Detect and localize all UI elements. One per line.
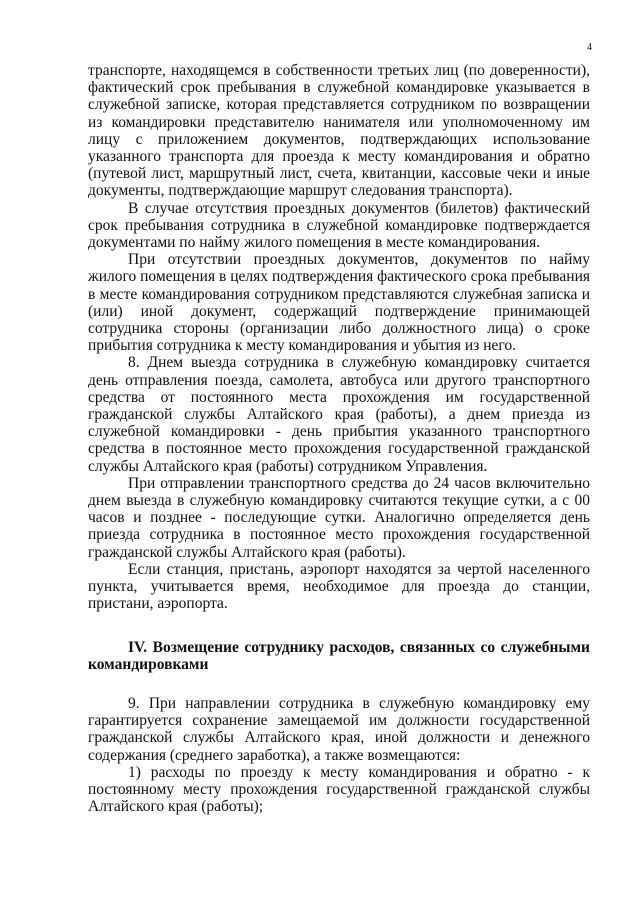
- paragraph-no-tickets: В случае отсутствия проездных документов (билетов) фактический срок пребывания сотрудника в служебной командировке подтверждается документами по найму жилого помещения в месте командирования.: [88, 199, 590, 252]
- paragraph-departure-time: При отправлении транспортного средства до 24 часов включительно днем выезда в служебную командировку считаются текущие сутки, а с 00 часов и позднее - последующие сутки. Аналогично определяется день приезда сотрудника в постоянное место прохождения государственной гражданской службы Алтайского края (работы).: [88, 474, 590, 561]
- paragraph-subitem-1: 1) расходы по проезду к месту командирования и обратно - к постоянному месту прохождения государственной гражданской службы Алтайского края (работы);: [88, 763, 590, 816]
- paragraph-transport-continuation: транспорте, находящемся в собственности третьих лиц (по доверенности), фактический срок пребывания в служебной командировке указывается в служебной записке, которая представляется сотрудником по возвращении из командировки представителю нанимателя или уполномоченному им лицу с приложением документов, подтверждающих использование указанного транспорта для проезда к месту командирования и обратно (путевой лист, маршрутный лист, счета, квитанции, кассовые чеки и иные документы, подтверждающие маршрут следования транспорта).: [88, 62, 590, 200]
- page-number: 4: [587, 42, 592, 53]
- section-heading: IV. Возмещение сотруднику расходов, связанных со служебными командировками: [88, 638, 590, 673]
- paragraph-station-outside: Если станция, пристань, аэропорт находятся за чертой населенного пункта, учитывается время, необходимое для проезда до станции, пристани, аэропорта.: [88, 560, 590, 613]
- document-body: [88, 62, 590, 815]
- paragraph-no-documents: При отсутствии проездных документов, документов по найму жилого помещения в целях подтверждения фактического срока пребывания в месте командирования сотрудником представляются служебная записка и (или) иной документ, содержащий подтверждение принимающей сотрудника стороны (организации либо должностного лица) о сроке прибытия сотрудника к месту командирования и убытия из него.: [88, 251, 590, 355]
- paragraph-item-8: 8. Днем выезда сотрудника в служебную командировку считается день отправления поезда, самолета, автобуса или другого транспортного средства от постоянного места прохождения им государственной гражданской службы Алтайского края (работы), а днем приезда из служебной командировки - день прибытия указанного транспортного средства в постоянное место прохождения государственной гражданской службы Алтайского края (работы) сотрудником Управления.: [88, 354, 590, 475]
- paragraph-item-9: 9. При направлении сотрудника в служебную командировку ему гарантируется сохранение замещаемой им должности государственной гражданской службы Алтайского края, иной должности и денежного содержания (среднего заработка), а также возмещаются:: [88, 694, 590, 764]
